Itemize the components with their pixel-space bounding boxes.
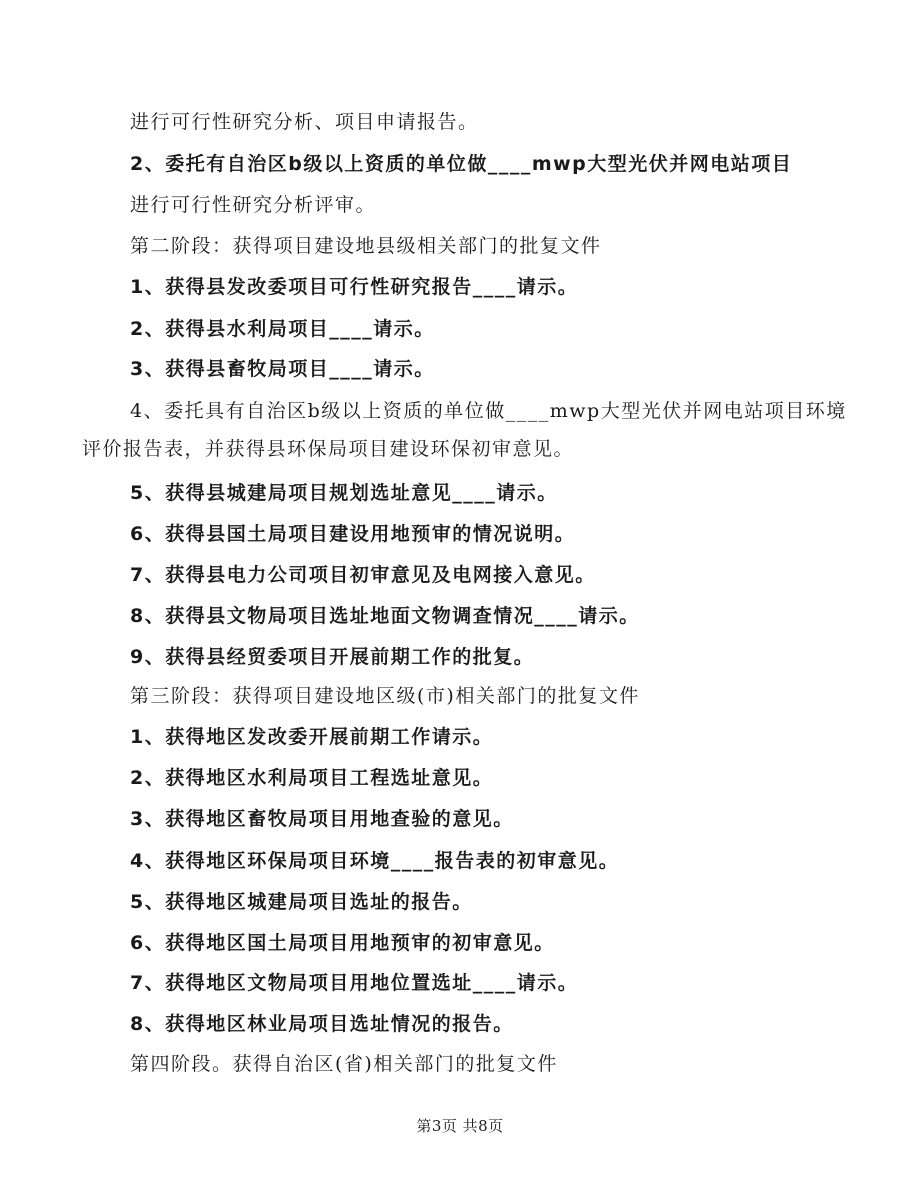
list-item: 4、委托具有自治区b级以上资质的单位做____mwp大型光伏并网电站项目环境 <box>130 400 847 422</box>
section-heading: 第四阶段。获得自治区(省)相关部门的批复文件 <box>130 1053 558 1075</box>
list-item: 1、获得地区发改委开展前期工作请示。 <box>130 726 494 748</box>
list-item: 2、获得县水利局项目____请示。 <box>130 318 435 340</box>
list-item: 5、获得县城建局项目规划选址意见____请示。 <box>130 482 558 504</box>
list-item: 2、获得地区水利局项目工程选址意见。 <box>130 767 494 789</box>
body-text-line: 进行可行性研究分析评审。 <box>130 194 377 216</box>
body-text-line: 评价报告表，并获得县环保局项目建设环保初审意见。 <box>82 438 575 460</box>
section-heading: 第二阶段：获得项目建设地县级相关部门的批复文件 <box>130 235 602 257</box>
list-item: 2、委托有自治区b级以上资质的单位做____mwp大型光伏并网电站项目 <box>130 153 793 175</box>
list-item: 7、获得县电力公司项目初审意见及电网接入意见。 <box>130 564 596 586</box>
list-item: 1、获得县发改委项目可行性研究报告____请示。 <box>130 276 579 298</box>
list-item: 3、获得县畜牧局项目____请示。 <box>130 358 435 380</box>
list-item: 6、获得地区国土局项目用地预审的初审意见。 <box>130 932 555 954</box>
list-item: 3、获得地区畜牧局项目用地查验的意见。 <box>130 808 514 830</box>
list-item: 7、获得地区文物局项目用地位置选址____请示。 <box>130 972 579 994</box>
page-indicator: 第3页 共8页 <box>416 1117 504 1135</box>
body-text-line: 进行可行性研究分析、项目申请报告。 <box>130 111 479 133</box>
list-item: 8、获得地区林业局项目选址情况的报告。 <box>130 1013 514 1035</box>
list-item: 6、获得县国土局项目建设用地预审的情况说明。 <box>130 523 576 545</box>
list-item: 9、获得县经贸委项目开展前期工作的批复。 <box>130 646 535 668</box>
list-item: 4、获得地区环保局项目环境____报告表的初审意见。 <box>130 850 620 872</box>
list-item: 5、获得地区城建局项目选址的报告。 <box>130 891 473 913</box>
list-item: 8、获得县文物局项目选址地面文物调查情况____请示。 <box>130 605 640 627</box>
section-heading: 第三阶段：获得项目建设地区级(市)相关部门的批复文件 <box>130 685 640 707</box>
